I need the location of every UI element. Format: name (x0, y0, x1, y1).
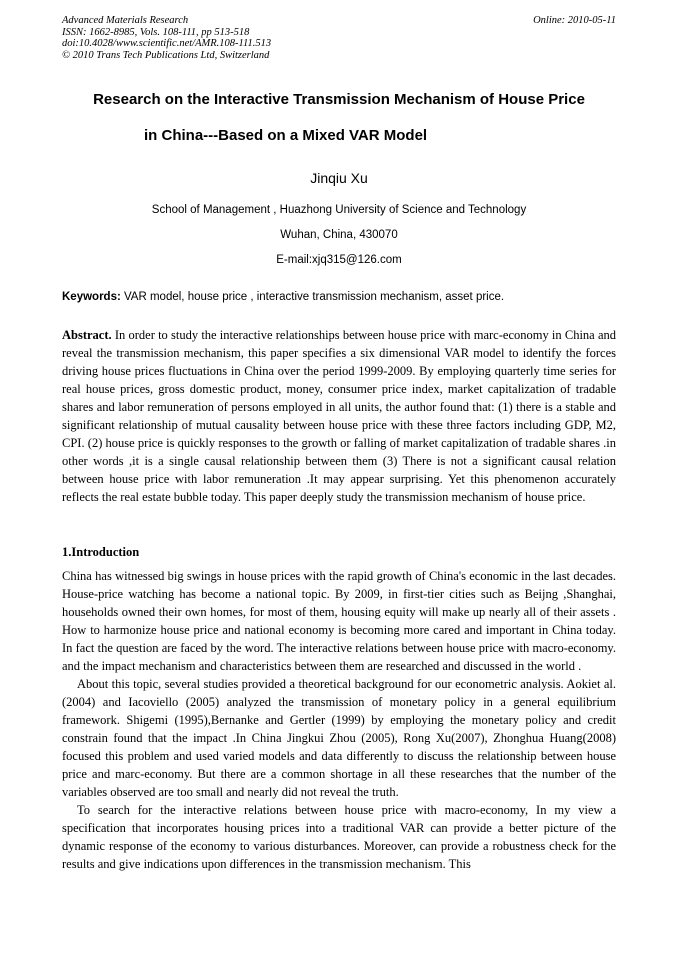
title-line-1: Research on the Interactive Transmission Mechanism of House Price (93, 91, 585, 108)
keywords-text: VAR model, house price , interactive transmission mechanism, asset price. (120, 291, 505, 303)
issn-line: ISSN: 1662-8985, Vols. 108-111, pp 513-518 (62, 26, 250, 38)
online-date: Online: 2010-05-11 (533, 15, 616, 26)
journal-name: Advanced Materials Research (62, 15, 189, 26)
abstract-text: In order to study the interactive relationships between house price with marc-economy in China and reveal the transmission mechanism, this paper specifies a six dimensional VAR model to identify the forces driving house prices fluctuations in China over the period 1999-2009. By employing quarterly time series for real house prices, gross domestic product, money, consumer price index, market capitalization of tradable shares and labor remuneration of persons employed in all units, the author found that: (1) there is a stable and significant relationship of mutual causality between house price with these three factors including GDP, M2, CPI. (2) house price is quickly responses to the growth or falling of market capitalization of tradable shares .in other words ,it is a single causal relationship between them (3) There is not a significant causal relation between house price with labor remuneration .It may appear surprising. Yet this phenomenon accurately reflects the real estate bubble today. This paper deeply study the transmission mechanism of house price. (62, 328, 616, 504)
affiliation-school: School of Management , Huazhong University of Science and Technology (151, 204, 527, 216)
section-heading-introduction: 1.Introduction (62, 545, 140, 559)
author-email: E-mail:xjq315@126.com (276, 254, 402, 266)
keywords-label: Keywords: (62, 291, 121, 303)
intro-paragraph: About this topic, several studies provided a theoretical background for our econometric analysis. Aokiet al. (2004) and Iacoviello (2005) analyzed the transmission of monetary policy in a general equilibrium framework. Shigemi (1995),Bernanke and Gertler (1999) by employing the monetary policy and credit constrain found that the impact .In China Jingkui Zhou (2005), Rong Xu(2007), Zhonghua Huang(2008) focused this problem and used varied models and data differently to discuss the relationship between house price and marc-economy. But there are a common shortage in all these researches that the number of the variables observed are too small and nearly did not reveal the truth. (62, 677, 616, 799)
journal-header (62, 15, 616, 61)
author-name: Jinqiu Xu (310, 170, 368, 186)
title-line-2: in China---Based on a Mixed VAR Model (144, 127, 428, 144)
introduction-body (62, 567, 616, 873)
abstract-label: Abstract. (62, 328, 112, 342)
intro-paragraph: China has witnessed big swings in house prices with the rapid growth of China's economic in the last decades. House-price watching has become a national topic. By 2009, in first-tier cities such as Beijng ,Shanghai, households owned their own homes, for most of them, housing equity will make up nearly all of their assets . How to harmonize house price and national economy is becoming more cared and important in China today. In fact the question are faced by the word. The interactive relations between house price with macro-economy. and the impact mechanism and characteristics between them are researched and discussed in the world . (62, 569, 616, 673)
abstract (62, 326, 616, 506)
copyright-line: © 2010 Trans Tech Publications Ltd, Switzerland (62, 49, 270, 61)
doi-line: doi:10.4028/www.scientific.net/AMR.108-111.513 (62, 38, 272, 49)
keywords (62, 291, 616, 303)
intro-paragraph: To search for the interactive relations between house price with macro-economy, In my view a specification that incorporates housing prices into a traditional VAR can provide a better picture of the dynamic response of the economy to various disturbances. Moreover, can provide a robustness check for the results and give indications upon differences in the transmission mechanism. This (62, 803, 616, 871)
affiliation-city: Wuhan, China, 430070 (280, 229, 398, 241)
paper-title (40, 90, 638, 144)
